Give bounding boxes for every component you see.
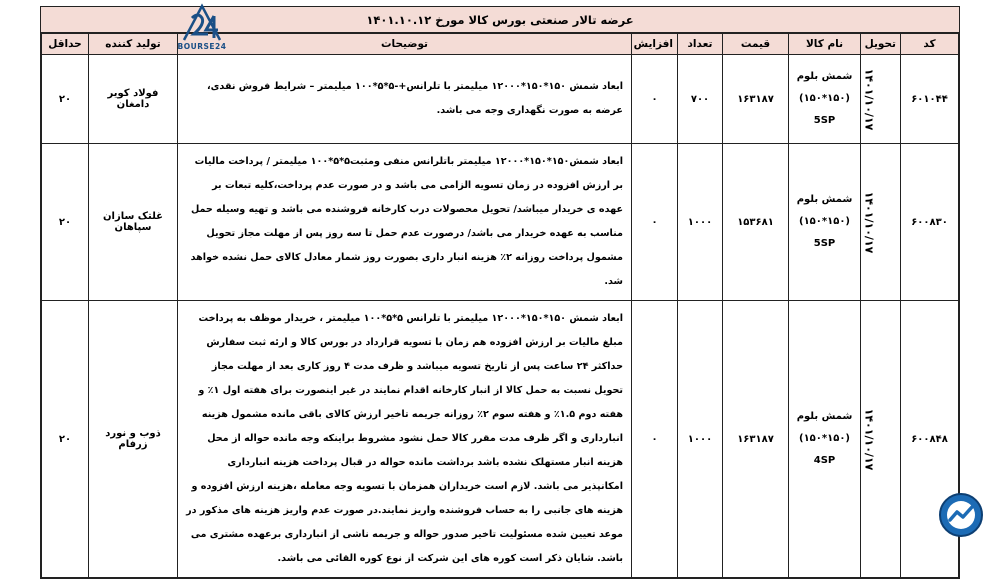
cell-desc: ابعاد شمش ۱۵۰*۱۵۰*۱۲۰۰۰ میلیمتر با تلرانس ۵*۵*۱۰۰ میلیمتر ، خریدار موظف به پرداخت مبلغ مالیات بر ارزش افزوده هم زمان با تسویه قرارداد در بورس کالا و ارئه ثبت سفارش حداکثر ۲۴ ساعت پس از تاریخ تسویه میباشد و ظرف مدت ۴ روز کاری بعد از مهلت مجاز تحویل نسبت به حمل کالا از انبار کارخانه اقدام نمایند در غیر اینصورت برای هفته اول ۱٪ و هفته دوم ۱.۵٪ و هفته سوم ۲٪ روزانه جریمه تاخیر ارزش کالای باقی مانده مشمول هزینه انبارداری و اگر ظرف مدت مقرر کالا حمل نشود مشروط براینکه وجه مانده حواله از محل هزینه انبار مستهلک نشده باشد برداشت مانده حواله در قبال پرداخت هزینه انبارداری امکانپذیر می باشد. لازم است خریداران همزمان با تسویه وجه معامله ،هزینه ارزش افزوده و هزینه های جانبی را به حساب فروشنده واریز نمایند.در صورت عدم واریز هزینه های مذکور در موعد تعیین شده مسئولیت تاخیر صدور حواله و جریمه ناشی از انبارداری برعهده مشتری می باشد. شایان ذکر است کوره های این شرکت از نوع کوره القائی می باشد. [178,301,632,578]
col-min: حداقل [42,34,89,55]
sheet-title: عرضه تالار صنعتی بورس کالا مورخ ۱۴۰۱.۱۰.۱۲ [41,7,959,33]
col-code: کد [901,34,959,55]
cell-producer: فولاد کویر دامغان [89,55,178,144]
cell-delivery [861,301,901,578]
cell-min: ۲۰ [42,144,89,301]
cell-delivery [861,55,901,144]
cell-product [789,301,861,578]
table-row [42,55,959,144]
col-delivery: تحویل [861,34,901,55]
delivery-date: ۱۴۰۱/۱۰/۱۷ [862,68,876,130]
delivery-date: ۱۴۰۱/۱۰/۱۷ [862,191,876,253]
product-name: شمش بلوم [796,71,853,82]
product-name: شمش بلوم [796,194,853,205]
cell-qty: ۷۰۰ [678,55,723,144]
product-size: (۱۵۰*۱۵۰) [798,216,850,227]
cell-product [789,144,861,301]
cell-price: ۱۶۳۱۸۷ [723,55,789,144]
col-product: نام کالا [789,34,861,55]
cell-min: ۲۰ [42,55,89,144]
logo-mark-icon [172,2,232,44]
col-qty: تعداد [678,34,723,55]
cell-producer: ذوب و نورد زرفام [89,301,178,578]
cell-producer: غلتک سازان سپاهان [89,144,178,301]
product-size: (۱۵۰*۱۵۰) [798,433,850,444]
cell-qty: ۱۰۰۰ [678,144,723,301]
table-row [42,144,959,301]
table-row [42,301,959,578]
cell-increase: ۰ [632,144,678,301]
cell-product [789,55,861,144]
product-grade: 4SP [813,455,836,466]
cell-price: ۱۵۳۶۸۱ [723,144,789,301]
offer-table [41,33,959,578]
cell-increase: ۰ [632,55,678,144]
col-price: قیمت [723,34,789,55]
cell-min: ۲۰ [42,301,89,578]
cell-code: ۶۰۰۸۴۸ [901,301,959,578]
cell-code: ۶۰۰۸۳۰ [901,144,959,301]
cell-price: ۱۶۳۱۸۷ [723,301,789,578]
product-name: شمش بلوم [796,411,853,422]
product-size: (۱۵۰*۱۵۰) [798,93,850,104]
cell-desc: ابعاد شمش ۱۵۰*۱۵۰*۱۲۰۰۰ میلیمتر با تلرانس+-۵*۵*۱۰۰ میلیمتر – شرایط فروش نقدی، عرضه به صورت نگهداری وجه می باشد. [178,55,632,144]
product-grade: 5SP [813,115,836,126]
cell-increase: ۰ [632,301,678,578]
cell-delivery [861,144,901,301]
delivery-date: ۱۴۰۱/۱۰/۱۷ [862,408,876,470]
cell-code: ۶۰۱۰۴۴ [901,55,959,144]
offer-sheet [40,6,960,579]
col-increase: افزایش [632,34,678,55]
cell-desc: ابعاد شمش۱۵۰*۱۵۰*۱۲۰۰۰ میلیمتر باتلرانس منفی ومثبت۵*۵*۱۰۰ میلیمتر / پرداخت مالیات بر ارزش افزوده در زمان تسویه الزامی می باشد و در صورت عدم پرداخت،کلیه تبعات بر عهده ی خریدار میباشد/ تحویل محصولات درب کارخانه فروشنده می باشد و تهیه وسیله حمل مناسب به عهده خریدار می باشد/ درصورت عدم حمل تا سه روز پس از مهلت مجاز تحویل مشمول پرداخت روزانه ۲٪ هزینه انبار داری بصورت روز شمار معادل کالای حمل نشده خواهد شد. [178,144,632,301]
site-badge-icon [938,492,984,538]
logo-text: BOURSE24 [177,42,227,51]
col-desc: توضیحات [178,34,632,55]
product-grade: 5SP [813,238,836,249]
col-producer: تولید کننده [89,34,178,55]
cell-qty: ۱۰۰۰ [678,301,723,578]
bourse24-logo [172,2,232,54]
